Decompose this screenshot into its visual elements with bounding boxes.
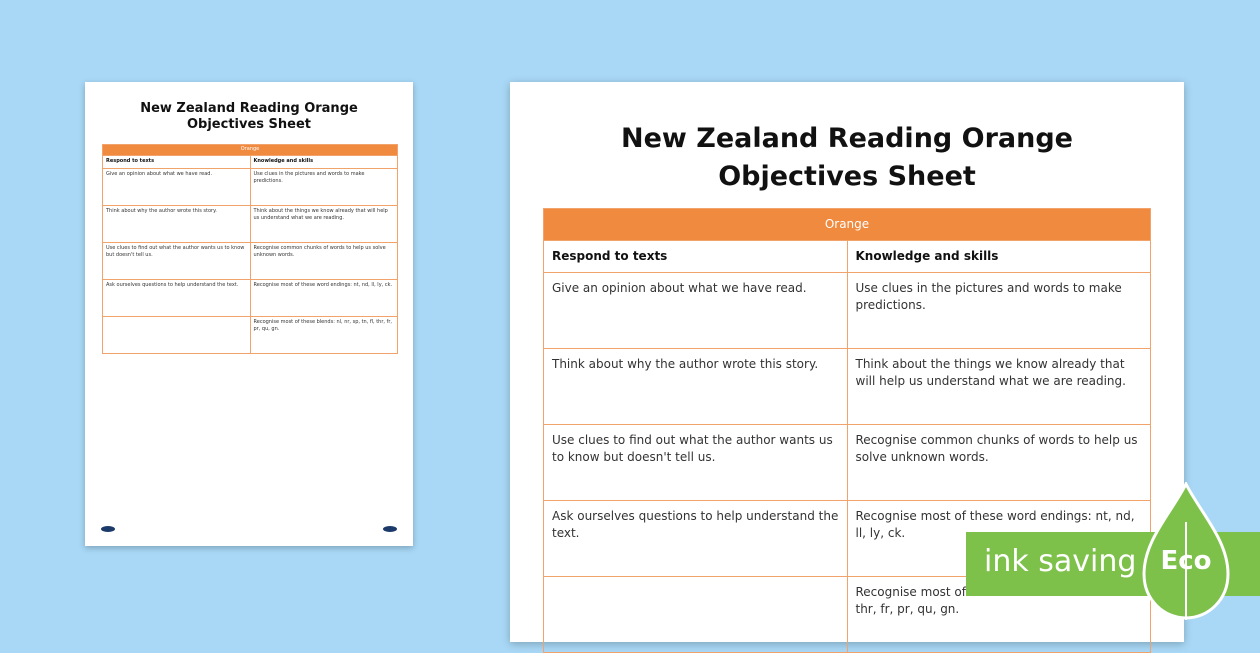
table-cell: Think about why the author wrote this story. — [544, 349, 848, 425]
thumbnail-band-label: Orange — [103, 145, 398, 156]
thumbnail-objectives-table — [102, 144, 398, 354]
table-cell: Give an opinion about what we have read. — [103, 169, 251, 206]
table-cell: Use clues in the pictures and words to make predictions. — [250, 169, 398, 206]
band-label: Orange — [544, 209, 1151, 241]
thumbnail-title — [85, 101, 413, 133]
thumbnail-title-line2: Objectives Sheet — [186, 117, 312, 132]
table-row — [103, 317, 398, 354]
table-cell: Give an opinion about what we have read. — [544, 273, 848, 349]
table-cell: Ask ourselves questions to help understand the text. — [544, 501, 848, 577]
col2-header: Knowledge and skills — [847, 241, 1151, 273]
table-cell: Think about why the author wrote this story. — [103, 206, 251, 243]
table-row — [103, 280, 398, 317]
header-row — [544, 241, 1151, 273]
thumbnail-col2-header: Knowledge and skills — [250, 156, 398, 169]
table-row — [544, 425, 1151, 501]
table-cell: Use clues in the pictures and words to make predictions. — [847, 273, 1151, 349]
table-cell: Ask ourselves questions to help understand the text. — [103, 280, 251, 317]
worksheet-title-line1: New Zealand Reading Orange — [621, 123, 1073, 154]
table-row — [103, 169, 398, 206]
table-cell: Think about the things we know already that will help us understand what we are reading. — [847, 349, 1151, 425]
table-row — [544, 349, 1151, 425]
table-cell: Recognise common chunks of words to help us solve unknown words. — [847, 425, 1151, 501]
eco-word: Eco — [1160, 546, 1212, 576]
table-cell — [544, 577, 848, 653]
table-row — [103, 243, 398, 280]
table-row — [103, 206, 398, 243]
table-cell: Recognise most of these blends: nl, nr, sp, tn, fl, thr, fr, pr, qu, gn. — [250, 317, 398, 354]
table-cell: Recognise most of these word endings: nt, nd, ll, ly, ck. — [847, 501, 1151, 577]
footer-logo-icon — [101, 526, 115, 532]
table-cell: Use clues to find out what the author wants us to know but doesn't tell us. — [103, 243, 251, 280]
worksheet-title-line2: Objectives Sheet — [718, 161, 976, 192]
thumbnail-header-row — [103, 156, 398, 169]
table-cell: Think about the things we know already that will help us understand what we are reading. — [250, 206, 398, 243]
footer-logo-icon — [383, 526, 397, 532]
table-row — [544, 273, 1151, 349]
band-row — [544, 209, 1151, 241]
thumbnail-worksheet-page — [85, 82, 413, 546]
table-cell: Recognise most of thr, fr, pr, qu, gn. — [847, 577, 1151, 653]
table-cell: Recognise most of these word endings: nt, nd, ll, ly, ck. — [250, 280, 398, 317]
table-cell: Use clues to find out what the author wants us to know but doesn't tell us. — [544, 425, 848, 501]
table-cell: Recognise common chunks of words to help us solve unknown words. — [250, 243, 398, 280]
table-cell — [103, 317, 251, 354]
thumbnail-band-row — [103, 145, 398, 156]
col1-header: Respond to texts — [544, 241, 848, 273]
worksheet-title — [510, 120, 1184, 196]
thumbnail-title-line1: New Zealand Reading Orange — [140, 101, 358, 116]
ink-saving-text: ink saving — [984, 544, 1137, 579]
thumbnail-col1-header: Respond to texts — [103, 156, 251, 169]
